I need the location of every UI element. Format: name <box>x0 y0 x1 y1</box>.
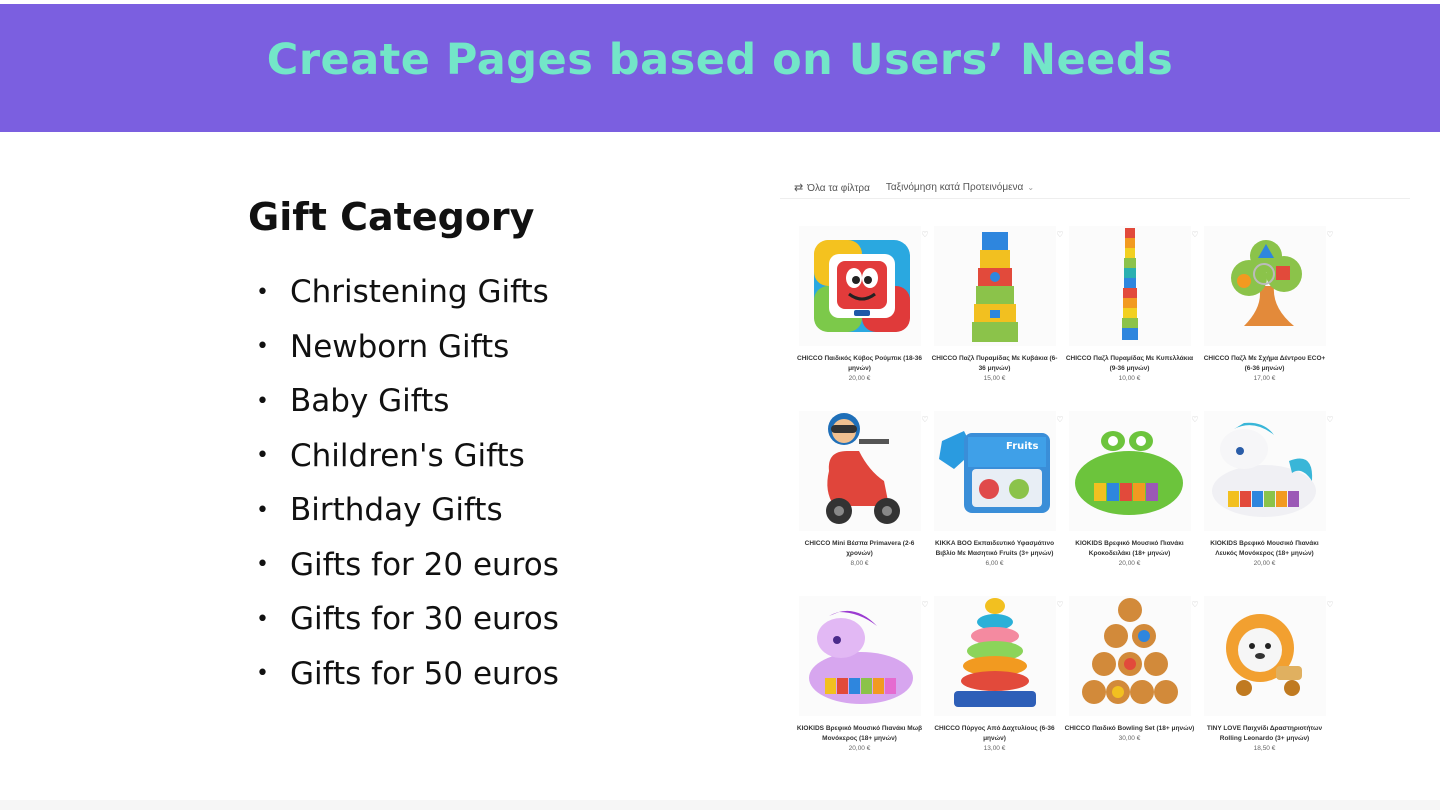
product-price: 20,00 € <box>1253 560 1276 567</box>
product-image <box>934 411 1064 531</box>
product-image <box>1204 596 1334 716</box>
category-list <box>248 265 718 701</box>
list-item: • Children's Gifts <box>256 437 525 474</box>
list-item: • Christening Gifts <box>256 274 549 311</box>
product-card[interactable] <box>792 411 927 596</box>
product-image <box>1204 411 1334 531</box>
list-item: • Baby Gifts <box>256 383 450 420</box>
product-price: 6,00 € <box>985 560 1004 567</box>
product-name[interactable]: CHICCO Παζλ Με Σχήμα Δέντρου ECO+ (6-36 μηνών) <box>1203 355 1326 372</box>
list-item: • Newborn Gifts <box>256 328 510 365</box>
product-name[interactable]: CHICCO Παιδικό Bowling Set (18+ μηνών) <box>1064 725 1195 732</box>
product-price: 30,00 € <box>1118 735 1141 742</box>
page-title: Create Pages based on Users’ Needs <box>266 35 1174 85</box>
product-price: 8,00 € <box>850 560 869 567</box>
product-image <box>1069 411 1199 531</box>
wishlist-icon[interactable]: ♡ <box>1191 415 1199 424</box>
svg-text:Fruits: Fruits <box>1005 441 1038 452</box>
product-card[interactable] <box>1197 226 1332 411</box>
product-image <box>799 411 929 531</box>
wishlist-icon[interactable]: ♡ <box>1326 415 1334 424</box>
shop-screenshot <box>780 176 1410 766</box>
product-price: 20,00 € <box>848 745 871 752</box>
product-name[interactable]: KIOKIDS Βρεφικό Μουσικό Πιανάκι Κροκοδειλάκι (18+ μηνών) <box>1075 540 1184 557</box>
product-name[interactable]: KIOKIDS Βρεφικό Μουσικό Πιανάκι Λευκός Μονόκερος (18+ μηνών) <box>1210 540 1319 557</box>
product-name[interactable]: TINY LOVE Παιχνίδι Δραστηριοτήτων Rolling Leonardo (3+ μηνών) <box>1206 725 1323 742</box>
list-item: • Gifts for 20 euros <box>256 546 559 583</box>
filters-button[interactable]: ⇄ Όλα τα φίλτρα <box>794 181 870 194</box>
product-name[interactable]: CHICCO Παζλ Πυραμίδας Με Κυβάκια (6-36 μηνών) <box>931 355 1058 372</box>
product-card[interactable] <box>1062 226 1197 411</box>
product-image <box>1069 596 1199 716</box>
product-card[interactable] <box>792 226 927 411</box>
wishlist-icon[interactable]: ♡ <box>1326 230 1334 239</box>
product-card[interactable] <box>1062 411 1197 596</box>
product-name[interactable]: CHICCO Παζλ Πυραμίδας Με Κυπελλάκια (9-36 μηνών) <box>1065 355 1194 372</box>
product-name[interactable]: CHICCO Πύργος Από Δαχτυλίους (6-36 μηνών) <box>934 725 1055 742</box>
product-price: 20,00 € <box>848 375 871 382</box>
wishlist-icon[interactable]: ♡ <box>1056 415 1064 424</box>
slide-bottom-border <box>0 800 1440 810</box>
sort-dropdown[interactable]: Ταξινόμηση κατά Προτεινόμενα ⌄ <box>885 181 1035 193</box>
product-image <box>1069 226 1199 346</box>
product-card[interactable] <box>792 596 927 781</box>
wishlist-icon[interactable]: ♡ <box>1056 600 1064 609</box>
wishlist-icon[interactable]: ♡ <box>1191 600 1199 609</box>
product-name[interactable]: KIKKA BOO Εκπαιδευτικό Υφασμάτινο Βιβλίο Με Μασητικό Fruits (3+ μηνών) <box>934 540 1055 557</box>
product-card[interactable] <box>927 596 1062 781</box>
chevron-down-icon: ⌄ <box>1027 182 1035 192</box>
category-heading: Gift Category <box>248 195 535 239</box>
product-image <box>799 596 929 716</box>
list-item: • Gifts for 30 euros <box>256 601 559 638</box>
title-banner <box>0 4 1440 132</box>
product-name[interactable]: CHICCO Mini Βέσπα Primavera (2-6 χρονών) <box>804 540 915 557</box>
product-price: 17,00 € <box>1253 375 1276 382</box>
wishlist-icon[interactable]: ♡ <box>921 600 929 609</box>
product-name[interactable]: CHICCO Παιδικός Κύβος Ρούμπικ (18-36 μηνών) <box>797 355 922 372</box>
wishlist-icon[interactable]: ♡ <box>1191 230 1199 239</box>
list-item: • Birthday Gifts <box>256 492 503 529</box>
filter-icon: ⇄ <box>794 181 804 194</box>
product-card[interactable] <box>1197 596 1332 781</box>
product-name[interactable]: KIOKIDS Βρεφικό Μουσικό Πιανάκι Μωβ Μονόκερος (18+ μηνών) <box>796 725 923 742</box>
product-price: 15,00 € <box>983 375 1006 382</box>
wishlist-icon[interactable]: ♡ <box>1056 230 1064 239</box>
wishlist-icon[interactable]: ♡ <box>1326 600 1334 609</box>
product-card[interactable] <box>927 411 1062 596</box>
wishlist-icon[interactable]: ♡ <box>921 230 929 239</box>
product-price: 10,00 € <box>1118 375 1141 382</box>
product-image <box>1204 226 1334 346</box>
product-card[interactable] <box>1062 596 1197 781</box>
product-image <box>799 226 929 346</box>
product-price: 18,50 € <box>1253 745 1276 752</box>
product-grid <box>792 226 1332 781</box>
product-card[interactable] <box>1197 411 1332 596</box>
product-price: 20,00 € <box>1118 560 1141 567</box>
gift-category-panel <box>248 195 718 701</box>
list-item: • Gifts for 50 euros <box>256 655 559 692</box>
product-image <box>934 596 1064 716</box>
product-price: 13,00 € <box>983 745 1006 752</box>
product-card[interactable] <box>927 226 1062 411</box>
shop-toolbar <box>780 176 1410 199</box>
product-image <box>934 226 1064 346</box>
wishlist-icon[interactable]: ♡ <box>921 415 929 424</box>
